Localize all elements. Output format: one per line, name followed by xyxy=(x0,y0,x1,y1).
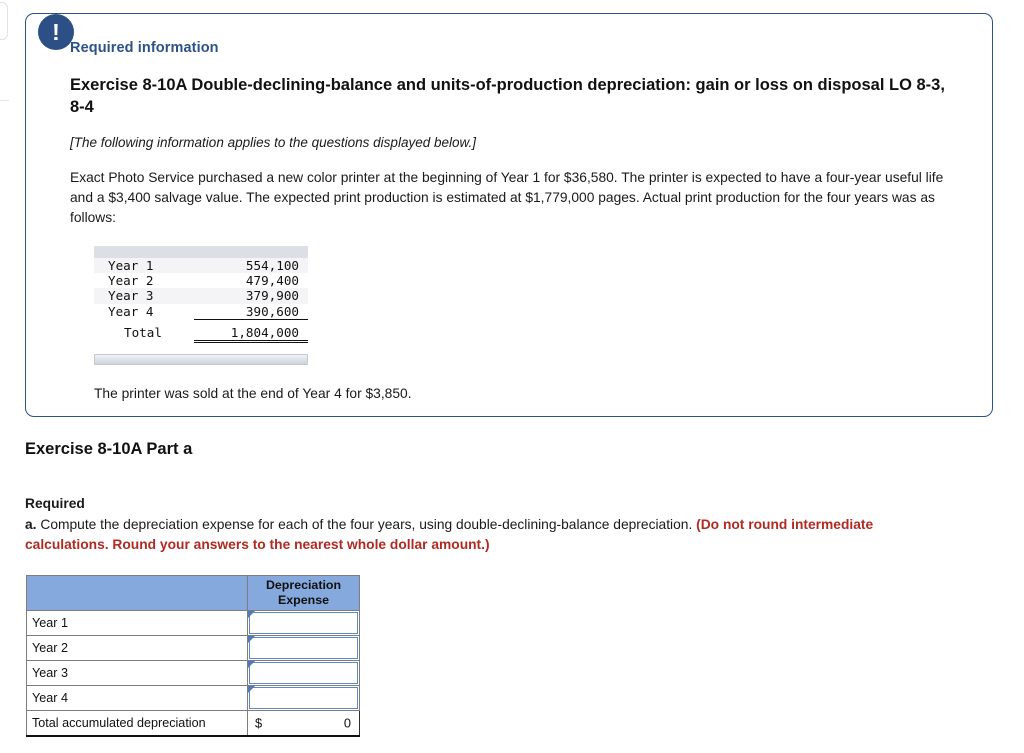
item-letter: a. xyxy=(25,516,37,532)
answer-row-label-year-4: Year 4 xyxy=(27,686,248,711)
production-table xyxy=(94,246,308,343)
answer-total-label: Total accumulated depreciation xyxy=(27,711,248,737)
answer-input-cell-year-1[interactable] xyxy=(248,611,360,636)
card-content xyxy=(70,40,968,228)
production-table-wrapper xyxy=(94,246,308,343)
answer-input-year-2[interactable] xyxy=(249,637,358,659)
production-row-label: Year 2 xyxy=(94,273,194,288)
production-row-value: 554,100 xyxy=(194,258,308,273)
production-row-value: 379,900 xyxy=(194,288,308,303)
answer-row-label-year-3: Year 3 xyxy=(27,661,248,686)
left-edge-divider xyxy=(0,100,9,101)
cell-marker-triangle-icon xyxy=(248,661,255,668)
production-row-label: Year 3 xyxy=(94,288,194,303)
answer-row-label-year-1: Year 1 xyxy=(27,611,248,636)
production-row-label: Year 1 xyxy=(94,258,194,273)
required-heading: Required xyxy=(25,496,85,511)
cell-marker-triangle-icon xyxy=(248,611,255,618)
production-total-label: Total xyxy=(94,319,194,341)
production-total-value: 1,804,000 xyxy=(194,319,308,341)
answer-header-depreciation-expense: Depreciation Expense xyxy=(248,576,360,611)
exercise-title: Exercise 8-10A Double-declining-balance and units-of-production depreciation: gain or loss on disposal LO 8-3, 8-4 xyxy=(70,76,945,117)
production-row-value: 479,400 xyxy=(194,273,308,288)
answer-total-cell xyxy=(248,711,360,737)
table-row xyxy=(94,273,308,288)
left-edge-panel xyxy=(0,2,8,40)
problem-statement: Exact Photo Service purchased a new color printer at the beginning of Year 1 for $36,580. The printer is expected to have a four-year useful life and a $3,400 salvage value. The expected print production is estimated at $1,779,000 pages. Actual print production for the four years was as follows: xyxy=(70,169,944,226)
currency-symbol: $ xyxy=(255,715,263,731)
exclamation-icon: ! xyxy=(38,14,74,50)
table-row xyxy=(94,258,308,273)
required-information-card xyxy=(25,13,993,417)
answer-total-value: 0 xyxy=(343,715,351,731)
answer-input-cell-year-3[interactable] xyxy=(248,661,360,686)
production-row-value: 390,600 xyxy=(194,304,308,320)
production-total-row xyxy=(94,319,308,341)
table-row xyxy=(94,304,308,320)
table-row xyxy=(27,686,360,711)
production-table-header xyxy=(94,246,308,258)
page-title: Exercise 8-10A Part a xyxy=(25,440,193,458)
table-row xyxy=(27,636,360,661)
table-row xyxy=(94,288,308,303)
cell-marker-triangle-icon xyxy=(248,636,255,643)
depreciation-answer-table xyxy=(26,575,360,737)
required-information-label: Required information xyxy=(70,40,219,56)
answer-input-year-3[interactable] xyxy=(249,662,358,684)
table-row xyxy=(27,611,360,636)
answer-input-cell-year-4[interactable] xyxy=(248,686,360,711)
answer-total-row xyxy=(27,711,360,737)
production-header-bar xyxy=(94,246,308,258)
rounding-instruction: (Do not round intermediate calculations. Round your answers to the nearest whole dollar amount.) xyxy=(25,516,874,553)
answer-input-cell-year-2[interactable] xyxy=(248,636,360,661)
production-row-label: Year 4 xyxy=(94,304,194,320)
table-row xyxy=(27,661,360,686)
answer-input-year-4[interactable] xyxy=(249,687,358,709)
cell-marker-triangle-icon xyxy=(248,686,255,693)
question-text: Compute the depreciation expense for each of the four years, using double-declining-balance depreciation. xyxy=(36,516,697,532)
sold-statement: The printer was sold at the end of Year 4 for $3,850. xyxy=(94,386,412,401)
production-table-horizontal-scrollbar[interactable] xyxy=(94,354,308,365)
required-instructions xyxy=(25,494,955,556)
answer-row-label-year-2: Year 2 xyxy=(27,636,248,661)
answer-input-year-1[interactable] xyxy=(249,612,358,634)
answer-table-header-row xyxy=(27,576,360,611)
answer-header-blank xyxy=(27,576,248,611)
applies-to-note: [The following information applies to the questions displayed below.] xyxy=(70,134,476,150)
